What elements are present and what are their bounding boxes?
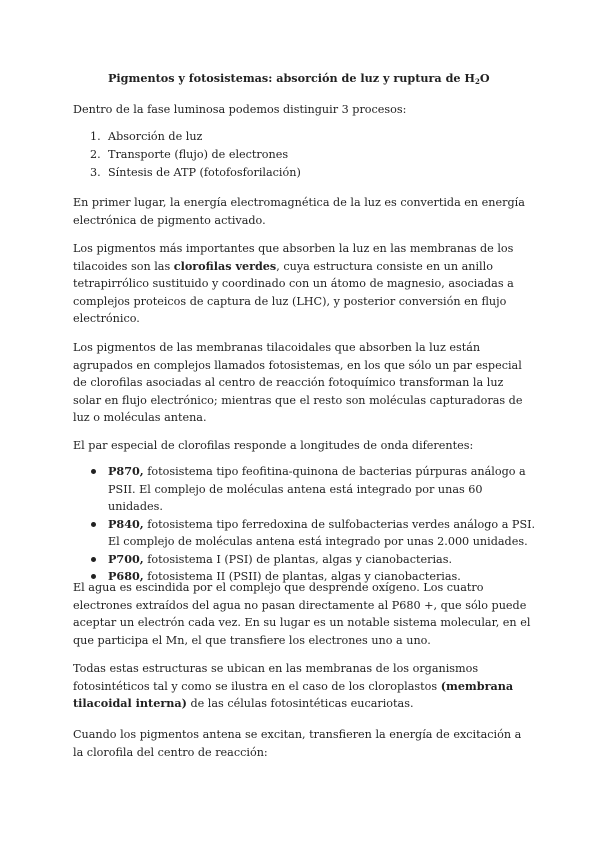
list-text: fotosistema tipo feofitina-quinona de bacterias púrpuras análogo a PSII. El complejo de moléculas antena está integrado por unas 60 unidades. [108, 465, 526, 513]
list-item [73, 551, 538, 569]
photosystem-name: P680, [108, 569, 144, 583]
process-list [73, 128, 503, 182]
intro-text: Dentro de la fase luminosa podemos distinguir 3 procesos: [73, 103, 407, 116]
list-text: Síntesis de ATP (fotofosforilación) [108, 166, 301, 179]
list-number: 3. [90, 166, 101, 179]
paragraph-2 [73, 240, 533, 328]
paragraph-text [73, 660, 533, 713]
paragraph-1 [73, 194, 533, 229]
intro-paragraph [73, 101, 533, 119]
list-text: Absorción de luz [108, 130, 203, 143]
text-run: de las células fotosintéticas eucariotas. [186, 697, 414, 710]
paragraph-3 [73, 339, 533, 427]
paragraph-text: Los pigmentos de las membranas tilacoidales que absorben la luz están agrupados en complejos llamados fotosistemas, en los que sólo un par especial de clorofilas asociadas al centro de reacción fotoquímico transforman la luz solar en flujo electrónico; mientras que el resto son moléculas capturadoras de luz o moléculas antena. [73, 341, 523, 424]
list-number: 1. [90, 130, 101, 143]
text-run: , cuya estructura consiste en un anillo tetrapirrólico sustituido y coordinado con un átomo de magnesio, asociadas a complejos proteicos de captura de luz (LHC), y posterior conversión en flujo electrónico. [73, 259, 514, 325]
bullet-icon [91, 557, 96, 562]
list-item [73, 463, 538, 516]
title-subscript: 2 [474, 77, 480, 86]
list-text: fotosistema I (PSI) de plantas, algas y cianobacterias. [143, 552, 453, 566]
bold-term: (membrana tilacoidal interna) [73, 678, 514, 710]
paragraph-5 [73, 579, 533, 649]
list-item [73, 128, 503, 146]
bullet-icon [91, 469, 96, 474]
photosystem-name: P700, [108, 551, 144, 566]
list-item [73, 146, 503, 164]
list-number: 2. [90, 148, 101, 161]
title-tail: O [479, 71, 490, 85]
list-item [73, 164, 503, 182]
list-text: Transporte (flujo) de electrones [108, 148, 289, 161]
paragraph-text: El par especial de clorofilas responde a longitudes de onda diferentes: [73, 439, 474, 452]
paragraph-text: El agua es escindida por el complejo que desprende oxígeno. Los cuatro electrones extraídos del agua no pasan directamente al P680 +, que sólo puede aceptar un electrón cada vez. En su lugar es un notable sistema molecular, en el que participa el Mn, el que transfiere los electrones uno a uno. [73, 581, 531, 647]
list-text: fotosistema II (PSII) de plantas, algas y cianobacterias. [143, 570, 461, 583]
paragraph-text: Cuando los pigmentos antena se excitan, transfieren la energía de excitación a la clorofila del centro de reacción: [73, 728, 522, 759]
paragraph-text: En primer lugar, la energía electromagnética de la luz es convertida en energía electrónica de pigmento activado. [73, 196, 525, 227]
list-item [73, 516, 538, 551]
text-run: Los pigmentos más importantes que absorben la luz en las membranas de los tilacoides son las [73, 242, 514, 273]
photosystem-name: P870, [108, 464, 144, 478]
photosystem-list [73, 463, 538, 586]
bold-term: clorofilas verdes [173, 258, 277, 273]
paragraph-4 [73, 437, 533, 455]
paragraph-7 [73, 726, 533, 761]
photosystem-name: P840, [108, 516, 144, 531]
page-title [108, 70, 528, 91]
bullet-icon [91, 522, 96, 527]
title-text: Pigmentos y fotosistemas: absorción de luz y ruptura de H [108, 71, 475, 85]
text-run: Todas estas estructuras se ubican en las membranas de los organismos fotosintéticos tal y como se ilustra en el caso de los cloroplastos [73, 662, 479, 693]
paragraph-6 [73, 660, 533, 713]
paragraph-text [73, 240, 533, 328]
list-text: fotosistema tipo ferredoxina de sulfobacterias verdes análogo a PSI. El complejo de moléculas antena está integrado por unas 2.000 unidades. [108, 517, 536, 548]
